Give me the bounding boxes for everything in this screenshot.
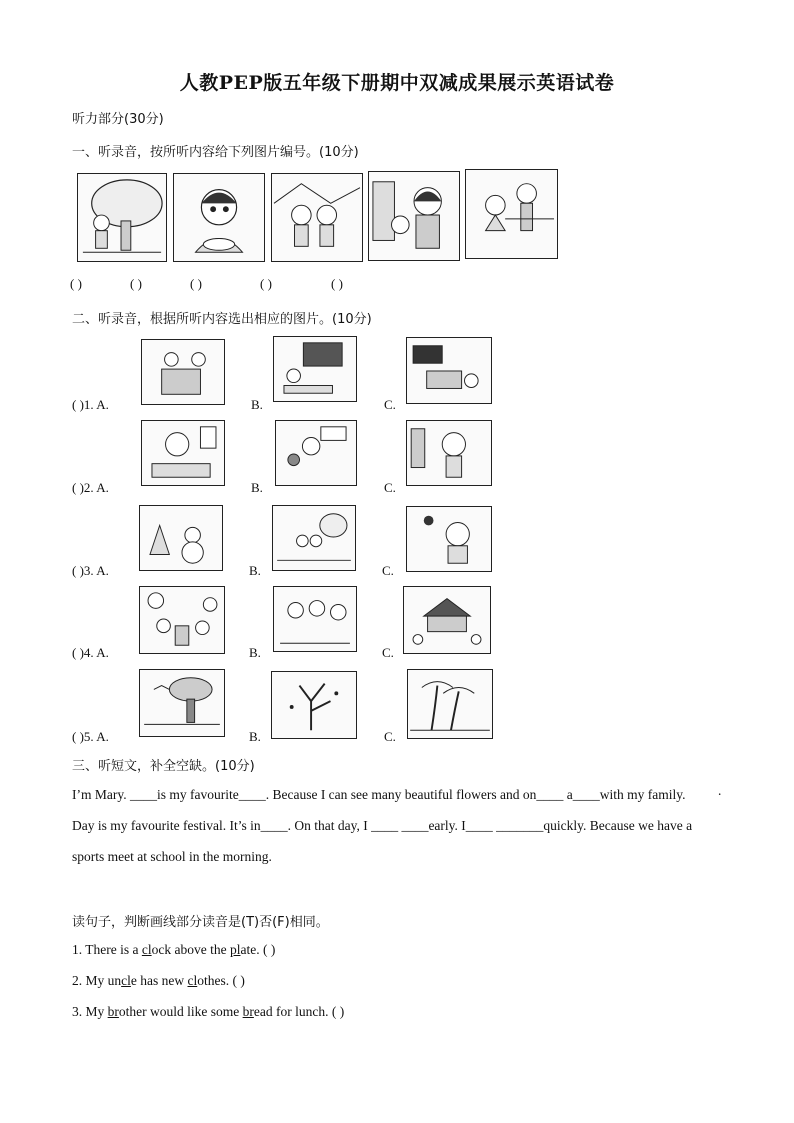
q5-option-b[interactable]: B. [249, 729, 261, 744]
part3-heading: 三、听短文，补全空缺。(10分) [72, 759, 255, 774]
q5-label: ( )5. A. [72, 729, 109, 744]
q3-option-b-picture[interactable] [272, 505, 356, 571]
part1-blank-2[interactable]: ( ) [130, 276, 142, 291]
part4-item-3: 3. My brother would like some bread for lunch. ( ) [72, 1004, 345, 1019]
q4-option-c-picture[interactable] [403, 586, 491, 654]
q2-option-c[interactable]: C. [384, 480, 396, 495]
q3-option-c-picture[interactable] [406, 506, 492, 572]
part3-line-2: Day is my favourite festival. It’s in____. On that day, I ____ ____early. I____ _______quickly. Because we have a [72, 818, 693, 833]
part2-heading: 二、听录音，根据所听内容选出相应的图片。(10分) [72, 312, 372, 327]
part3-line-3: sports meet at school in the morning. [72, 849, 272, 864]
q3-label: ( )3. A. [72, 563, 109, 578]
q5-option-c[interactable]: C. [384, 729, 396, 744]
q1-label: ( )1. A. [72, 397, 109, 412]
q1-option-b[interactable]: B. [251, 397, 263, 412]
picture-girl-washing [173, 173, 265, 262]
part1-blank-4[interactable]: ( ) [260, 276, 272, 291]
answer-blank-2[interactable]: othes. ( ) [197, 973, 245, 988]
q4-option-a-picture[interactable] [139, 586, 225, 654]
q5-option-b-picture[interactable] [271, 671, 357, 739]
underlined-sound-3a: br [107, 1004, 119, 1019]
underlined-sound-3b: br [242, 1004, 254, 1019]
q1-option-c[interactable]: C. [384, 397, 396, 412]
q5-option-c-picture[interactable] [407, 669, 493, 739]
part3-stray-mark: . [718, 783, 722, 798]
part1-blank-3[interactable]: ( ) [190, 276, 202, 291]
q1-option-b-picture[interactable] [273, 336, 357, 402]
q2-option-a-picture[interactable] [141, 420, 225, 486]
q3-option-c[interactable]: C. [382, 563, 394, 578]
part4-item-1: 1. There is a clock above the plate. ( ) [72, 942, 276, 957]
part3-line-1: I’m Mary. ____is my favourite____. Because I can see many beautiful flowers and on____ a____with my family. [72, 787, 686, 802]
q1-option-c-picture[interactable] [406, 337, 492, 404]
picture-dancing [465, 169, 558, 259]
q4-option-b[interactable]: B. [249, 645, 261, 660]
q3-option-a-picture[interactable] [139, 505, 223, 571]
underlined-sound-2a: cl [121, 973, 131, 988]
q1-option-a-picture[interactable] [141, 339, 225, 405]
picture-tree-girl [77, 173, 167, 262]
underlined-sound-1b: pl [229, 942, 241, 957]
part1-blank-5[interactable]: ( ) [331, 276, 343, 291]
part1-heading: 一、听录音，按所听内容给下列图片编号。(10分) [72, 145, 359, 160]
q4-option-b-picture[interactable] [273, 586, 357, 652]
q3-option-b[interactable]: B. [249, 563, 261, 578]
part4-heading: 读句子，判断画线部分读音是(T)否(F)相同。 [72, 915, 329, 930]
q4-label: ( )4. A. [72, 645, 109, 660]
part1-blank-1[interactable]: ( ) [70, 276, 82, 291]
q2-option-c-picture[interactable] [406, 420, 492, 486]
q2-label: ( )2. A. [72, 480, 109, 495]
q5-option-a-picture[interactable] [139, 669, 225, 737]
q4-option-c[interactable]: C. [382, 645, 394, 660]
q2-option-b-picture[interactable] [275, 420, 357, 486]
picture-two-kids [271, 173, 363, 262]
answer-blank-1[interactable]: ate. ( ) [240, 942, 276, 957]
underlined-sound-1a: cl [141, 942, 152, 957]
underlined-sound-2b: cl [187, 973, 198, 988]
page-title: 人教PEP版五年级下册期中双减成果展示英语试卷 [179, 72, 615, 94]
picture-mother-child [368, 171, 460, 261]
answer-blank-3[interactable]: ead for lunch. ( ) [253, 1004, 345, 1019]
listening-header: 听力部分(30分) [72, 112, 164, 127]
q2-option-b[interactable]: B. [251, 480, 263, 495]
part4-item-2: 2. My uncle has new clothes. ( ) [72, 973, 245, 988]
